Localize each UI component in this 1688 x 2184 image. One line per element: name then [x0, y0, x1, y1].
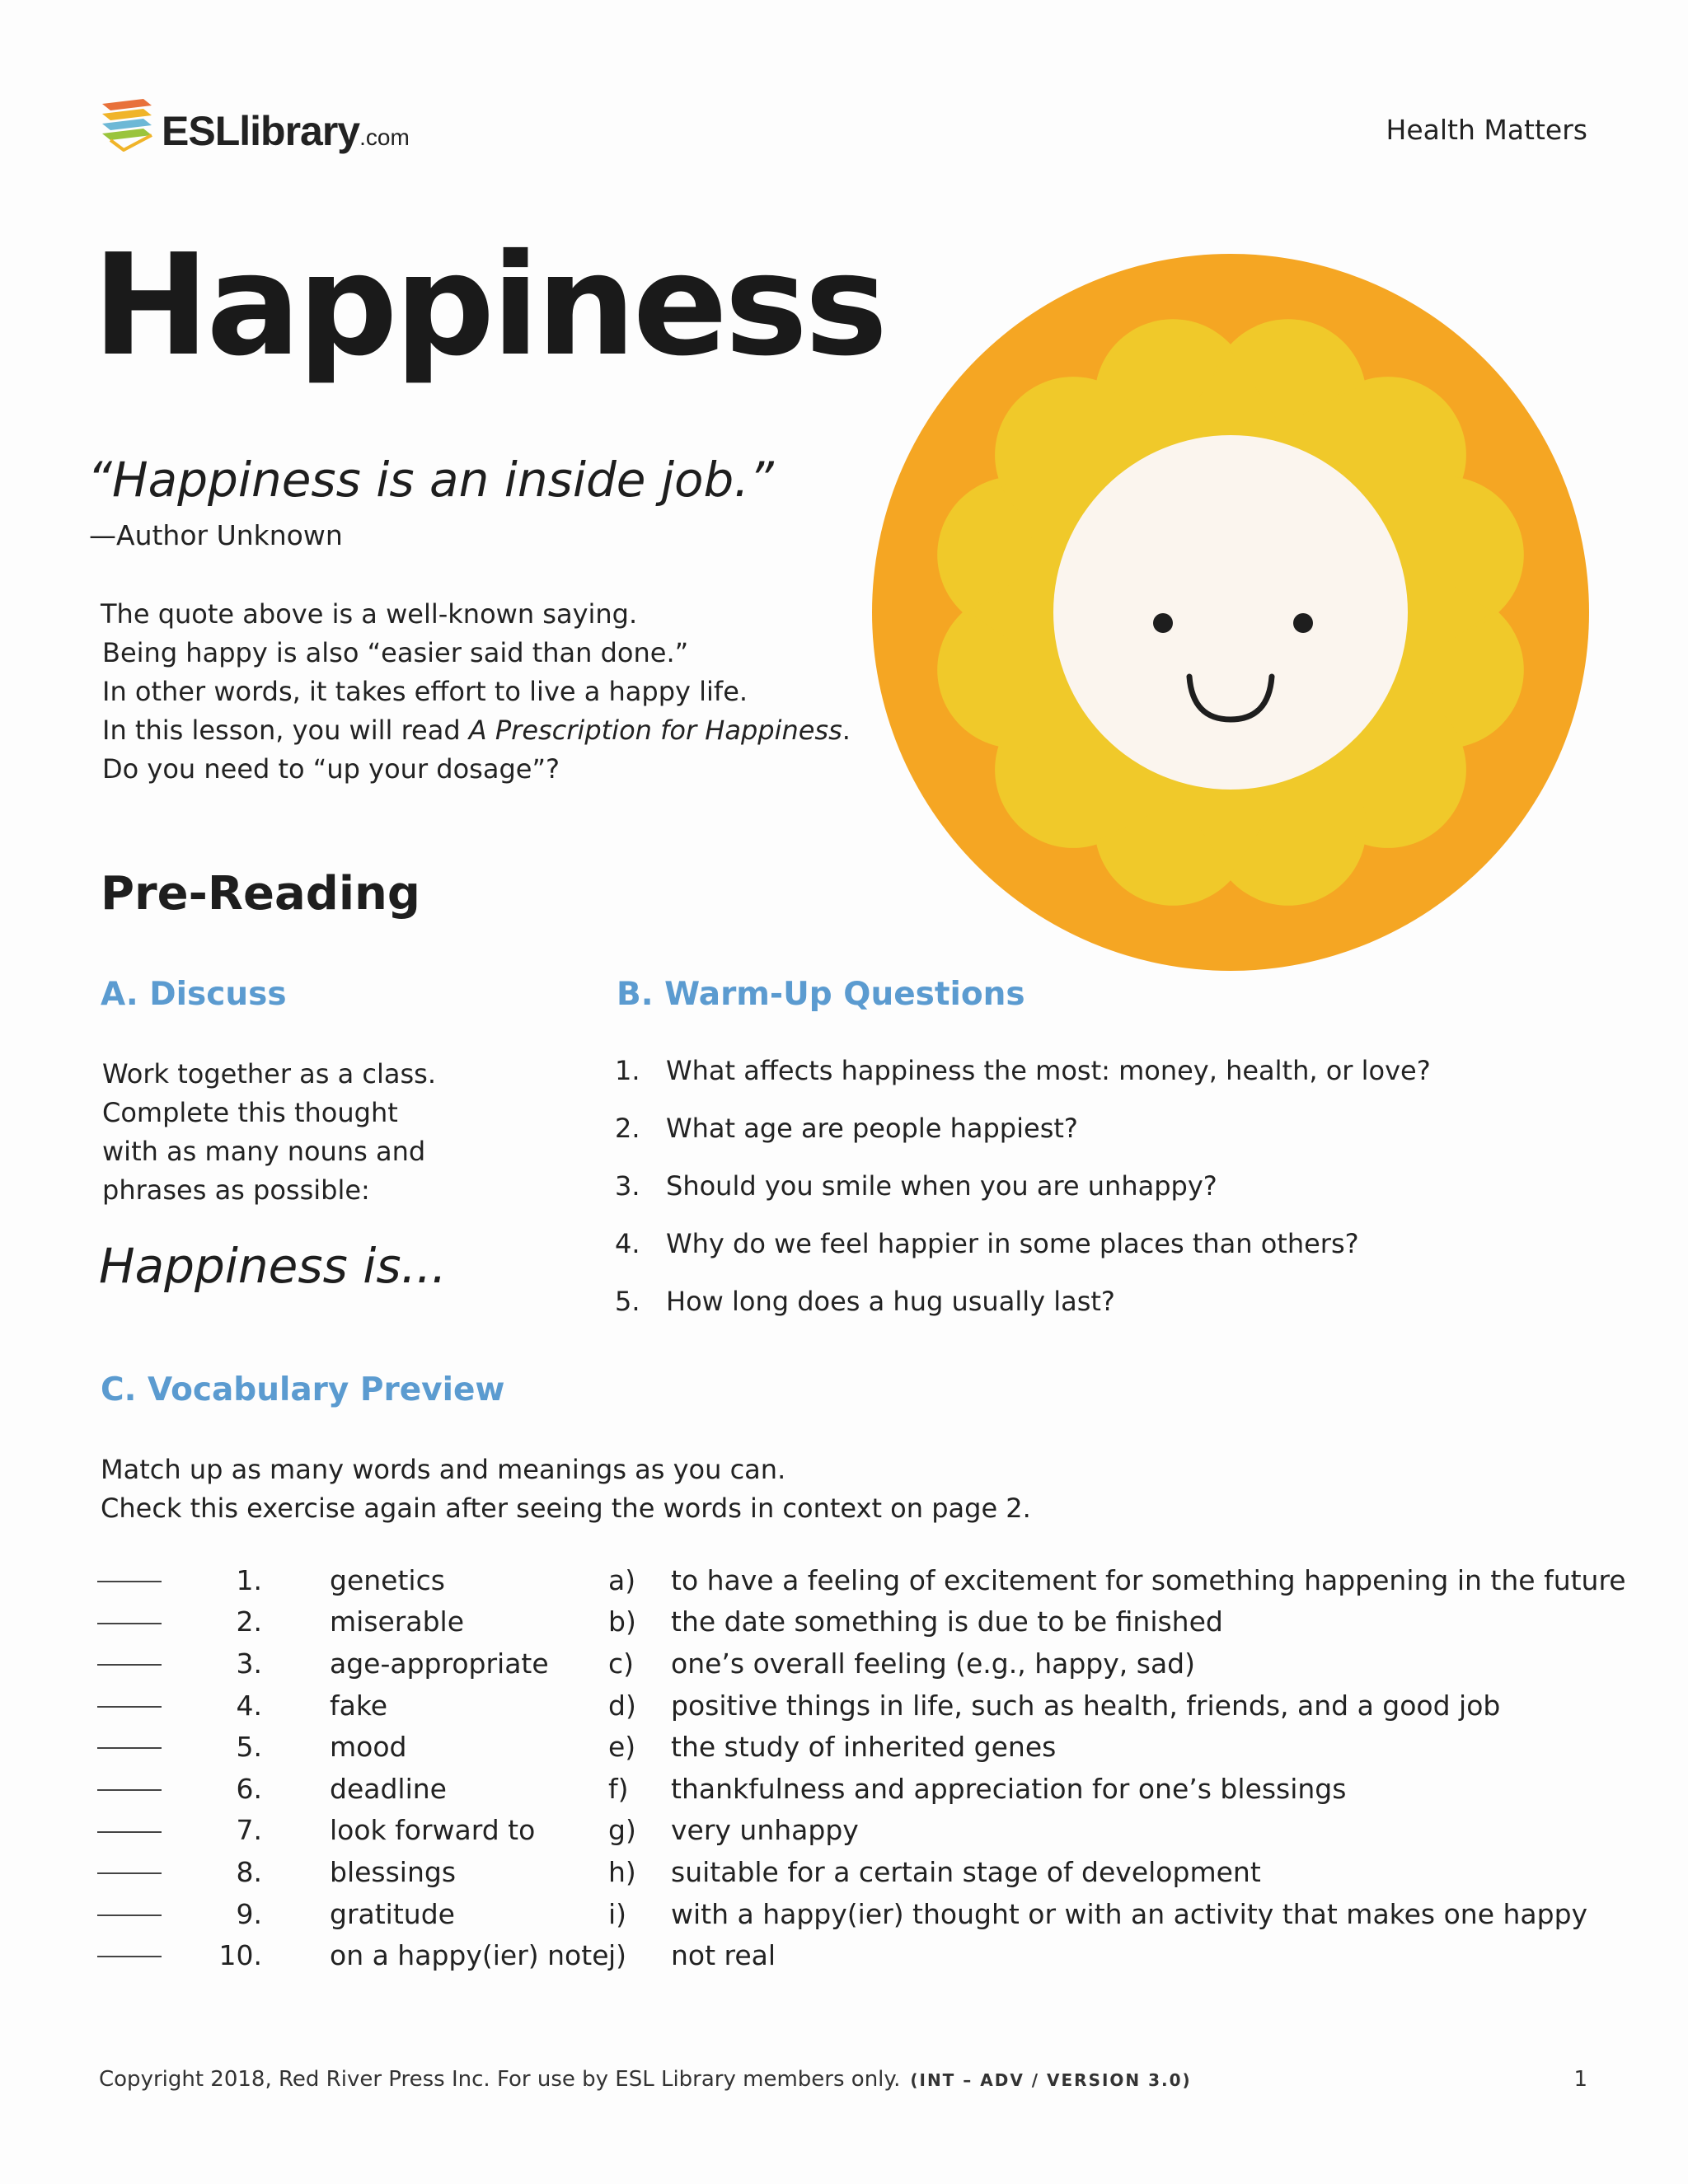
vocab-instruction-line: Check this exercise again after seeing the words in context on page 2. [101, 1493, 1031, 1524]
vocab-number: 10. [218, 1939, 262, 1972]
reading-title: A Prescription for Happiness [468, 715, 842, 746]
vocab-row [97, 1726, 1626, 1768]
answer-blank[interactable] [97, 1559, 162, 1582]
vocab-word: miserable [330, 1605, 465, 1638]
vocab-number: 5. [236, 1731, 262, 1764]
definition-text: suitable for a certain stage of development [671, 1855, 1261, 1888]
question-number: 5. [615, 1286, 640, 1317]
quote-text: “Happiness is an inside job.” [87, 452, 774, 508]
question-text: Should you smile when you are unhappy? [666, 1170, 1217, 1202]
page-title: Happiness [92, 224, 885, 387]
question-text: What age are people happiest? [666, 1113, 1078, 1144]
warmup-heading: B. Warm-Up Questions [617, 976, 1025, 1013]
intro-paragraph [101, 595, 851, 789]
sun-face [1053, 435, 1408, 790]
vocab-number: 9. [236, 1897, 262, 1930]
vocab-word: age-appropriate [330, 1647, 549, 1680]
intro-line-prefix: In this lesson, you will read [102, 715, 469, 746]
definition-letter: a) [608, 1563, 636, 1596]
definition-text: to have a feeling of excitement for something happening in the future [671, 1563, 1626, 1596]
question-item [615, 1286, 1431, 1343]
definition-letter: e) [608, 1731, 636, 1764]
sun-left-eye [1153, 613, 1173, 633]
vocab-word: deadline [330, 1772, 447, 1805]
definition-text: the date something is due to be finished [671, 1605, 1223, 1638]
question-number: 2. [615, 1113, 640, 1144]
vocab-word: on a happy(ier) note [330, 1939, 609, 1972]
logo-esl: ESL [162, 108, 240, 154]
question-number: 3. [615, 1170, 640, 1202]
vocab-row [97, 1810, 1626, 1852]
vocab-number: 2. [236, 1605, 262, 1638]
vocab-word: gratitude [330, 1897, 455, 1930]
footer-copyright [99, 2067, 1192, 2092]
answer-blank[interactable] [97, 1643, 162, 1666]
logo-library: library [239, 108, 360, 154]
logo-com: .com [359, 124, 410, 150]
answer-blank[interactable] [97, 1768, 162, 1791]
definition-letter: h) [608, 1855, 636, 1888]
vocab-row [97, 1601, 1626, 1643]
vocab-row [97, 1768, 1626, 1810]
answer-blank[interactable] [97, 1685, 162, 1708]
quote-author: —Author Unknown [89, 519, 343, 551]
definition-letter: f) [608, 1772, 629, 1805]
question-item [615, 1170, 1431, 1228]
question-number: 1. [615, 1055, 640, 1086]
definition-letter: d) [608, 1689, 636, 1722]
answer-blank[interactable] [97, 1934, 162, 1957]
answer-blank[interactable] [97, 1810, 162, 1833]
vocab-number: 7. [236, 1814, 262, 1847]
smiling-sun-icon [872, 254, 1589, 971]
answer-blank[interactable] [97, 1726, 162, 1749]
vocab-number: 3. [236, 1647, 262, 1680]
answer-blank[interactable] [97, 1601, 162, 1624]
version-label: (INT – ADV / VERSION 3.0) [910, 2070, 1192, 2090]
question-item [615, 1055, 1431, 1113]
definition-text: very unhappy [671, 1814, 859, 1847]
vocab-instruction-line: Match up as many words and meanings as you can. [101, 1454, 786, 1485]
question-text: Why do we feel happier in some places than others? [666, 1228, 1359, 1259]
vocab-word: blessings [330, 1855, 457, 1888]
intro-line: In other words, it takes effort to live a happy life. [102, 676, 748, 707]
question-item [615, 1228, 1431, 1286]
vocab-list [97, 1559, 1626, 1976]
question-text: What affects happiness the most: money, health, or love? [666, 1055, 1431, 1086]
discuss-line: phrases as possible: [102, 1174, 370, 1206]
definition-letter: g) [608, 1814, 636, 1847]
copyright-text: Copyright 2018, Red River Press Inc. For use by ESL Library members only. [99, 2067, 901, 2092]
warmup-questions [615, 1055, 1431, 1343]
vocab-row [97, 1851, 1626, 1893]
discuss-line: Work together as a class. [102, 1058, 437, 1090]
definition-text: the study of inherited genes [671, 1731, 1057, 1764]
intro-line: Do you need to “up your dosage”? [102, 753, 560, 785]
vocab-row [97, 1685, 1626, 1727]
discuss-prompt: Happiness is... [99, 1238, 447, 1294]
discuss-line: Complete this thought [102, 1097, 398, 1128]
definition-letter: c) [608, 1647, 635, 1680]
series-title: Health Matters [1386, 114, 1587, 146]
vocab-row [97, 1893, 1626, 1935]
page-number: 1 [1573, 2067, 1587, 2092]
definition-letter: i) [608, 1897, 627, 1930]
sun-right-eye [1293, 613, 1313, 633]
question-item [615, 1113, 1431, 1170]
discuss-text [102, 1055, 436, 1210]
vocab-heading: C. Vocabulary Preview [101, 1371, 505, 1408]
answer-blank[interactable] [97, 1893, 162, 1916]
logo [99, 97, 410, 152]
vocab-word: mood [330, 1731, 407, 1764]
definition-text: positive things in life, such as health, friends, and a good job [671, 1689, 1501, 1722]
definition-letter: j) [608, 1939, 627, 1972]
question-number: 4. [615, 1228, 640, 1259]
definition-text: with a happy(ier) thought or with an activity that makes one happy [671, 1897, 1588, 1930]
answer-blank[interactable] [97, 1851, 162, 1874]
definition-text: not real [671, 1939, 776, 1972]
intro-line: The quote above is a well-known saying. [101, 598, 638, 630]
intro-line [101, 711, 851, 750]
definition-text: thankfulness and appreciation for one’s blessings [671, 1772, 1347, 1805]
question-text: How long does a hug usually last? [666, 1286, 1115, 1317]
vocab-row [97, 1934, 1626, 1976]
intro-line: Being happy is also “easier said than done.” [102, 637, 689, 668]
intro-line-suffix: . [842, 715, 851, 746]
vocab-number: 6. [236, 1772, 262, 1805]
definition-letter: b) [608, 1605, 636, 1638]
vocab-word: look forward to [330, 1814, 536, 1847]
stacked-books-icon [99, 97, 155, 152]
vocab-instructions [101, 1451, 1031, 1528]
pre-reading-heading: Pre-Reading [101, 867, 421, 921]
discuss-line: with as many nouns and [102, 1136, 426, 1167]
vocab-number: 8. [236, 1855, 262, 1888]
vocab-row [97, 1643, 1626, 1685]
definition-text: one’s overall feeling (e.g., happy, sad) [671, 1647, 1195, 1680]
vocab-word: genetics [330, 1563, 445, 1596]
vocab-word: fake [330, 1689, 388, 1722]
vocab-number: 4. [236, 1689, 262, 1722]
discuss-heading: A. Discuss [101, 976, 287, 1013]
vocab-row [97, 1559, 1626, 1601]
vocab-number: 1. [236, 1563, 262, 1596]
